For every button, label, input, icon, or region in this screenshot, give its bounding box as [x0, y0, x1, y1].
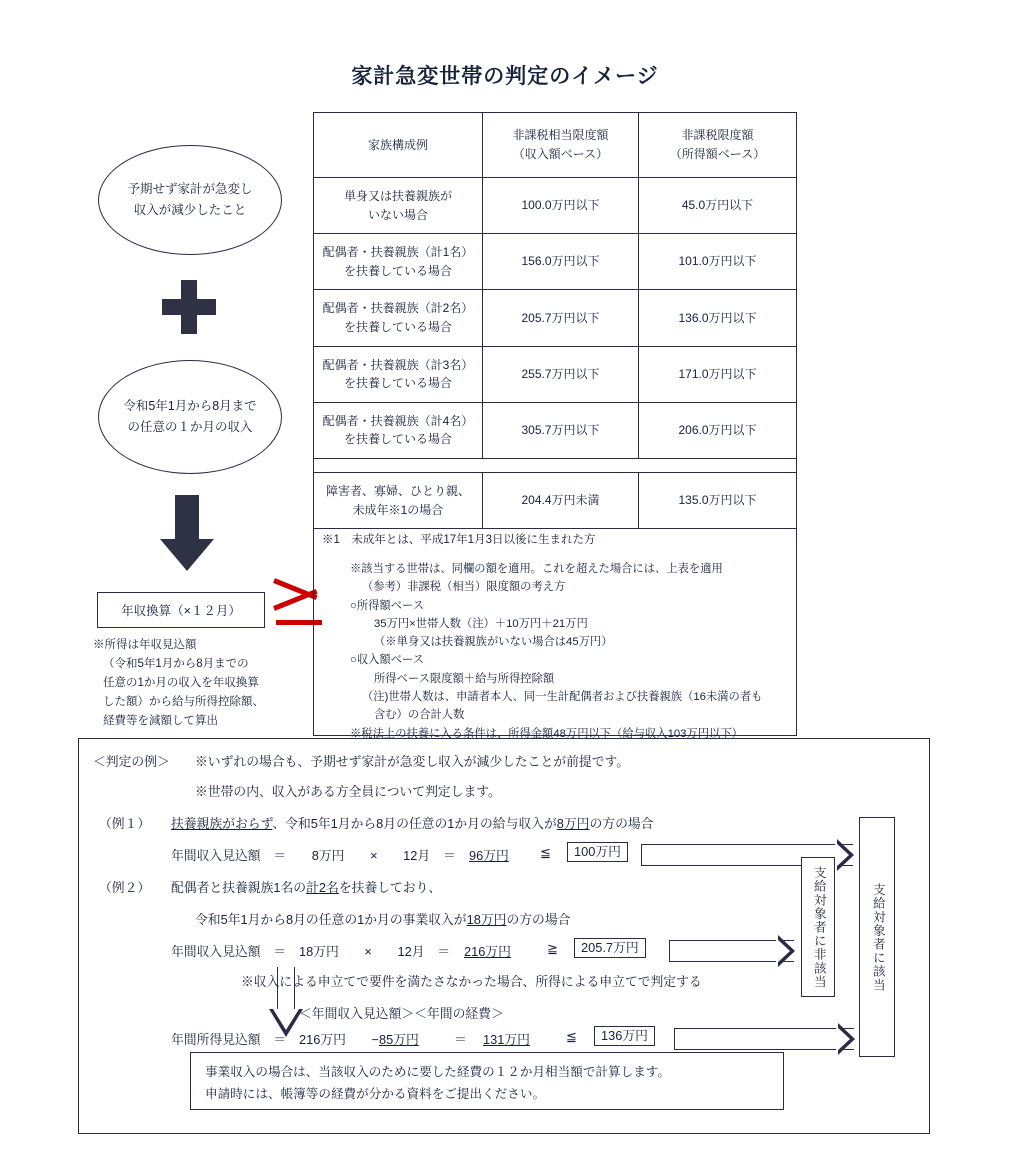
result-eligible-box [859, 817, 895, 1057]
example-heading: ＜判定の例＞ [93, 754, 170, 769]
row4-family: 配偶者・扶養親族（計4名） を扶養している場合 [314, 402, 483, 458]
note-7: 所得ベース限度額＋給与所得控除額 [374, 672, 555, 685]
row2-shotoku: 136.0万円以下 [639, 290, 797, 346]
ellipse1-line1: 予期せず家計が急変し [127, 181, 253, 196]
left-note-line5: 経費等を減額して算出 [103, 714, 218, 727]
memo-line1: 事業収入の場合は、当該収入のために要した経費の１２か月相当額で計算します。 [205, 1065, 670, 1079]
result-not-eligible-label: 支給対象者に非該当 [811, 865, 826, 989]
example-heading-note: ※いずれの場合も、予期せず家計が急変し収入が減少したことが前提です。 [195, 754, 630, 769]
row3-family: 配偶者・扶養親族（計3名） を扶養している場合 [314, 346, 483, 402]
case2-threshold-box [574, 938, 646, 958]
ellipse2-line1: 令和5年1月から8月まで [123, 398, 257, 413]
note-6: ○収入額ベース [350, 654, 425, 667]
case2-text2-c: の方の場合 [506, 912, 571, 927]
case2-text-c: を扶養しており、 [338, 880, 442, 895]
result-not-eligible-box [801, 857, 835, 997]
row0-family: 単身又は扶養親族が いない場合 [314, 178, 483, 234]
row0-income: 100.0万円以下 [482, 178, 638, 234]
case2-text [171, 877, 441, 896]
table-row [314, 290, 797, 346]
special-income: 204.4万円未満 [482, 473, 638, 529]
case2-arrow-icon [669, 940, 794, 962]
left-note-line2: （令和5年1月から8月までの [103, 657, 249, 670]
row3-shotoku: 171.0万円以下 [639, 346, 797, 402]
memo-line2: 申請時には、帳簿等の経費が分かる資料をご提出ください。 [205, 1087, 546, 1102]
note-2: （参考）非課税（相当）限度額の考え方 [362, 581, 566, 594]
table-header-shotoku-l2: （所得額ベース） [669, 147, 766, 161]
note-8: （注)世帯人数は、申請者本人、同一生計配偶者および扶養親族（16未満の者も [362, 691, 763, 704]
case1-text-c: 8万円 [556, 816, 590, 831]
case2-text-a: 配偶者と扶養親族1名の [171, 880, 307, 895]
annual-conversion-label: 年収換算（×１２月） [121, 604, 241, 618]
result-eligible-label: 支給対象者に該当 [870, 882, 885, 992]
case2-subnote: ＜年間収入見込額＞＜年間の経費＞ [299, 1006, 504, 1021]
case2-text-b: 計2名 [306, 880, 339, 895]
row1-family: 配偶者・扶養親族（計1名） を扶養している場合 [314, 234, 483, 290]
table-header-family: 家族構成例 [314, 113, 483, 178]
flow-ellipse-condition [98, 145, 282, 255]
table-notes [322, 560, 792, 743]
row2-family: 配偶者・扶養親族（計2名） を扶養している場合 [314, 290, 483, 346]
table-header-income [482, 113, 638, 178]
case1-threshold-box [567, 842, 628, 862]
case3-value: 131万円 [483, 1032, 530, 1047]
left-note [93, 636, 323, 731]
note-10: ※税法上の扶養に入る条件は、所得金額48万円以下（給与収入103万円以下） [350, 727, 743, 740]
case2-calc-value: 216万円 [464, 944, 511, 959]
left-note-line1: ※所得は年収見込額 [93, 639, 197, 651]
note-5: （※単身又は扶養親族がいない場合は45万円） [374, 636, 613, 649]
row4-income: 305.7万円以下 [482, 402, 638, 458]
case1-label: （例１） [99, 816, 151, 831]
case1-calc-value: 96万円 [469, 848, 509, 863]
example-heading-note2: ※世帯の内、収入がある方全員について判定します。 [195, 784, 501, 799]
plus-icon [160, 278, 218, 336]
footnote-minor: ※1 未成年とは、平成17年1月3日以後に生まれた方 [322, 534, 596, 546]
table-row [314, 402, 797, 458]
case3-threshold: 136万円 [594, 1026, 655, 1046]
case3-compare: ≦ [566, 1029, 577, 1044]
memo-box [190, 1052, 784, 1110]
ellipse2-line2: の任意の１か月の収入 [127, 420, 253, 434]
note-9: 含む）の合計人数 [374, 709, 465, 722]
case1-threshold: 100万円 [567, 842, 628, 862]
case2-note: ※収入による申立てで要件を満たさなかった場合、所得による申立てで判定する [241, 974, 702, 989]
table-header-shotoku [639, 113, 797, 178]
case3-arrow-icon [674, 1028, 854, 1050]
case3-calc-label: 年間所得見込額 ＝ 216万円 − [171, 1032, 379, 1047]
case3-threshold-box [594, 1026, 655, 1046]
special-table-wrap [313, 472, 797, 529]
table-row [314, 178, 797, 234]
case1-calc-label: 年間収入見込額 ＝ 8万円 × 12月 ＝ [171, 848, 456, 863]
flow-ellipse-income [98, 360, 282, 474]
case1-text-d: の方の場合 [589, 816, 654, 831]
row1-income: 156.0万円以下 [482, 234, 638, 290]
special-shotoku: 135.0万円以下 [639, 473, 797, 529]
note-4: 35万円×世帯人数（注）＋10万円＋21万円 [374, 617, 588, 630]
table-header-income-l1: 非課税相当限度額 [512, 128, 609, 143]
table-row [314, 234, 797, 290]
case3-keihi: 85万円 [379, 1032, 419, 1047]
case2-compare: ≧ [547, 941, 558, 956]
table-header-income-l2: （収入額ベース） [512, 147, 609, 161]
limit-table [313, 112, 797, 459]
down-arrow-icon [160, 495, 214, 573]
annual-conversion-box [97, 592, 265, 628]
row4-shotoku: 206.0万円以下 [639, 402, 797, 458]
left-note-line4: した額）から給与所得控除額、 [103, 695, 264, 708]
case2-text2-a: 令和5年1月から8月の任意の1か月の事業収入が [195, 912, 467, 927]
row0-shotoku: 45.0万円以下 [639, 178, 797, 234]
case3-eq: ＝ [454, 1032, 467, 1047]
case1-text-b: 、令和5年1月から8月の任意の1か月の給与収入が [272, 816, 557, 831]
note-3: ○所得額ベース [350, 599, 425, 612]
special-table [313, 472, 797, 529]
case1-compare: ≦ [540, 845, 551, 860]
row3-income: 255.7万円以下 [482, 346, 638, 402]
row1-shotoku: 101.0万円以下 [639, 234, 797, 290]
case1-text [171, 813, 653, 832]
case2-calc-label: 年間収入見込額 ＝ 18万円 × 12月 ＝ [171, 944, 451, 959]
table-row [314, 346, 797, 402]
page-title: 家計急変世帯の判定のイメージ [351, 65, 659, 88]
case2-text2-b: 18万円 [466, 912, 507, 927]
case2-text2 [195, 909, 570, 928]
table-row-special [314, 473, 797, 529]
row2-income: 205.7万円以下 [482, 290, 638, 346]
case2-threshold: 205.7万円 [574, 938, 646, 958]
left-note-line3: 任意の1か月の収入を年収換算 [103, 676, 259, 689]
special-family: 障害者、寡婦、ひとり親、 未成年※1の場合 [314, 473, 483, 529]
case1-text-a: 扶養親族がおらず [171, 816, 273, 831]
ellipse1-line2: 収入が減少したこと [133, 203, 247, 217]
table-header-row [314, 113, 797, 178]
note-1: ※該当する世帯は、同欄の額を適用。これを超えた場合には、上表を適用 [350, 563, 723, 575]
case2-label: （例２） [99, 880, 151, 895]
table-header-shotoku-l1: 非課税限度額 [681, 128, 754, 143]
limit-table-wrap [313, 112, 797, 459]
